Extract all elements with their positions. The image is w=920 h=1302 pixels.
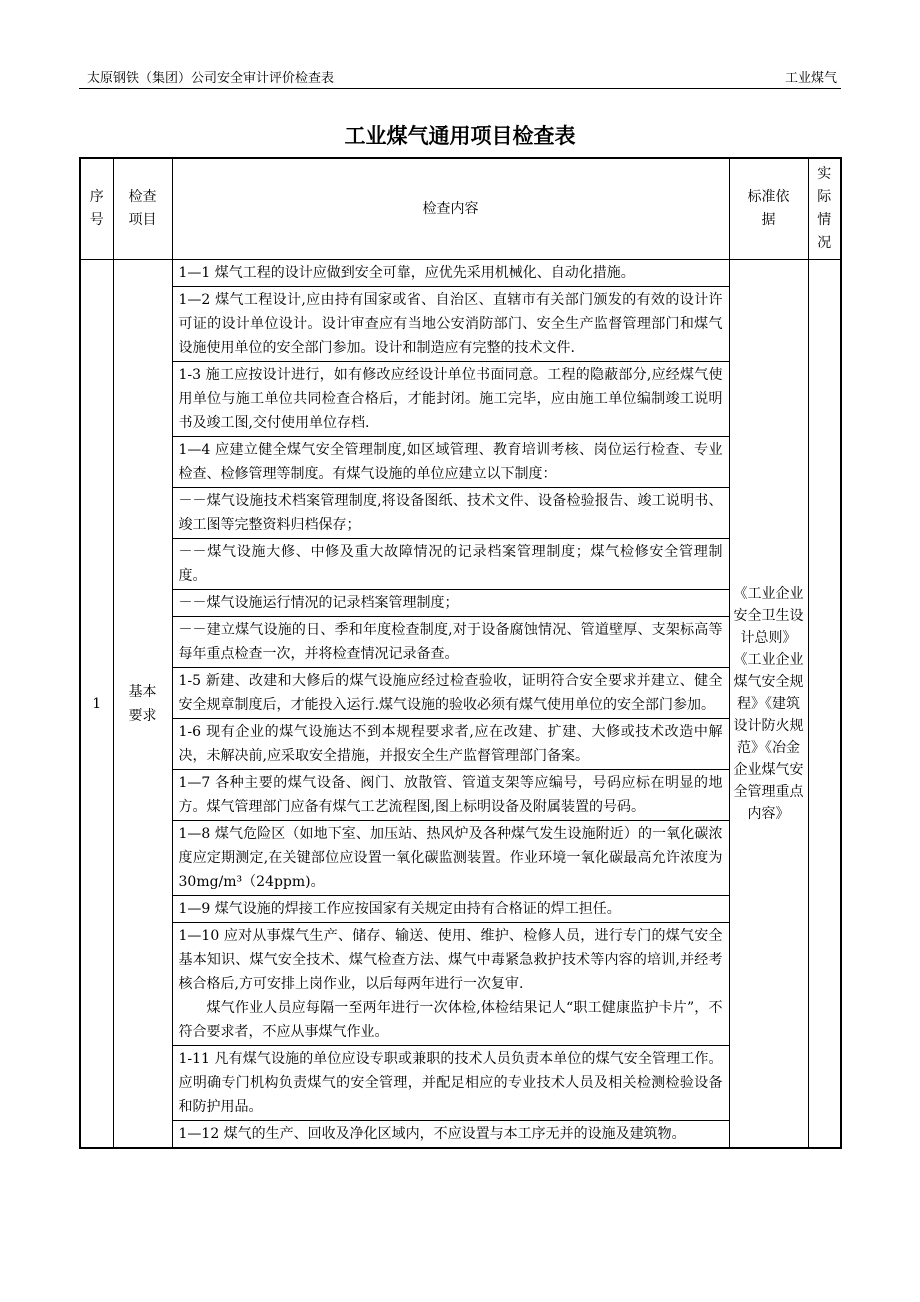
table-row bbox=[80, 719, 841, 770]
content-paragraph: 煤气作业人员应每隔一至两年进行一次体检,体检结果记人“职工健康监护卡片”，不符合要求者，不应从事煤气作业。 bbox=[178, 1000, 723, 1040]
check-content bbox=[172, 437, 729, 488]
check-content bbox=[172, 668, 729, 719]
check-content bbox=[172, 923, 729, 1046]
table-row bbox=[80, 539, 841, 590]
header-item: 检查项目 bbox=[113, 158, 172, 260]
content-paragraph: 1—8 煤气危险区（如地下室、加压站、热风炉及各种煤气发生设施附近）的一氧化碳浓度应定期测定,在关键部位应设置一氧化碳监测装置。作业环境一氧化碳最高允许浓度为30mg/m³（24ppm)。 bbox=[178, 826, 723, 890]
standard-basis: 《工业企业安全卫生设计总则》《工业企业煤气安全规程》《建筑设计防火规范》《冶金企业煤气安全管理重点内容》 bbox=[729, 260, 808, 1149]
table-row bbox=[80, 287, 841, 362]
content-paragraph: 1—9 煤气设施的焊接工作应按国家有关规定由持有合格证的焊工担任。 bbox=[178, 901, 621, 917]
table-row bbox=[80, 437, 841, 488]
table-row bbox=[80, 821, 841, 896]
check-content bbox=[172, 287, 729, 362]
table-row bbox=[80, 260, 841, 287]
content-paragraph: 1-5 新建、改建和大修后的煤气设施应经过检查验收，证明符合安全要求并建立、健全安全规章制度后，才能投入运行.煤气设施的验收必须有煤气使用单位的安全部门参加。 bbox=[178, 673, 723, 713]
check-content bbox=[172, 821, 729, 896]
checklist-table bbox=[79, 157, 842, 1149]
actual-situation[interactable] bbox=[808, 260, 841, 1149]
content-paragraph: 1-3 施工应按设计进行，如有修改应经设计单位书面同意。工程的隐蔽部分,应经煤气使用单位与施工单位共同检查合格后，才能封闭。施工完毕，应由施工单位编制竣工说明书及竣工图,交付使用单位存档. bbox=[178, 367, 723, 431]
check-content bbox=[172, 617, 729, 668]
table-row bbox=[80, 590, 841, 617]
content-paragraph: 1-11 凡有煤气设施的单位应设专职或兼职的技术人员负责本单位的煤气安全管理工作。应明确专门机构负责煤气的安全管理，并配足相应的专业技术人员及相关检测检验设备和防护用品。 bbox=[178, 1051, 723, 1115]
page-title: 工业煤气通用项目检查表 bbox=[344, 124, 576, 148]
check-content bbox=[172, 770, 729, 821]
check-item: 基本要求 bbox=[113, 260, 172, 1149]
check-content bbox=[172, 488, 729, 539]
content-paragraph: 1—1 煤气工程的设计应做到安全可靠，应优先采用机械化、自动化措施。 bbox=[178, 265, 635, 281]
check-content bbox=[172, 260, 729, 287]
table-row bbox=[80, 896, 841, 923]
check-content bbox=[172, 539, 729, 590]
page-header bbox=[79, 64, 841, 89]
check-content bbox=[172, 896, 729, 923]
content-paragraph: 1—2 煤气工程设计,应由持有国家或省、自治区、直辖市有关部门颁发的有效的设计许可证的设计单位设计。设计审查应有当地公安消防部门、安全生产监督管理部门和煤气设施使用单位的安全部门参加。设计和制造应有完整的技术文件. bbox=[178, 292, 723, 356]
check-content bbox=[172, 362, 729, 437]
header-no: 序号 bbox=[80, 158, 113, 260]
table-row bbox=[80, 362, 841, 437]
content-paragraph: 1—10 应对从事煤气生产、储存、输送、使用、维护、检修人员，进行专门的煤气安全基本知识、煤气安全技术、煤气检查方法、煤气中毒紧急救护技术等内容的培训,并经考核合格后,方可安排上岗作业，以后每两年进行一次复审. bbox=[178, 928, 723, 992]
content-paragraph: 1—4 应建立健全煤气安全管理制度,如区域管理、教育培训考核、岗位运行检查、专业检查、检修管理等制度。有煤气设施的单位应建立以下制度： bbox=[178, 442, 723, 482]
header-category: 工业煤气 bbox=[784, 71, 837, 86]
check-content bbox=[172, 590, 729, 617]
content-paragraph: －－煤气设施大修、中修及重大故障情况的记录档案管理制度；煤气检修安全管理制度。 bbox=[178, 544, 723, 584]
check-content bbox=[172, 1046, 729, 1121]
header-basis: 标准依据 bbox=[729, 158, 808, 260]
table-row bbox=[80, 1046, 841, 1121]
table-row bbox=[80, 488, 841, 539]
table-row bbox=[80, 668, 841, 719]
content-paragraph: －－煤气设施运行情况的记录档案管理制度； bbox=[178, 595, 459, 611]
table-row bbox=[80, 617, 841, 668]
content-paragraph: 1-6 现有企业的煤气设施达不到本规程要求者,应在改建、扩建、大修或技术改造中解决，未解决前,应采取安全措施，并报安全生产监督管理部门备案。 bbox=[178, 724, 723, 764]
check-content bbox=[172, 1121, 729, 1149]
table-header-row bbox=[80, 158, 841, 260]
content-paragraph: －－煤气设施技术档案管理制度,将设备图纸、技术文件、设备检验报告、竣工说明书、竣工图等完整资料归档保存； bbox=[178, 493, 723, 533]
table-row bbox=[80, 770, 841, 821]
header-content: 检查内容 bbox=[172, 158, 729, 260]
content-paragraph: 1—12 煤气的生产、回收及净化区域内，不应设置与本工序无并的设施及建筑物。 bbox=[178, 1126, 686, 1142]
table-row bbox=[80, 923, 841, 1046]
row-number: 1 bbox=[80, 260, 113, 1149]
content-paragraph: －－建立煤气设施的日、季和年度检查制度,对于设备腐蚀情况、管道壁厚、支架标高等每年重点检查一次，并将检查情况记录备查。 bbox=[178, 622, 723, 662]
header-company: 太原钢铁（集团）公司安全审计评价检查表 bbox=[87, 71, 335, 86]
content-paragraph: 1—7 各种主要的煤气设备、阀门、放散管、管道支架等应编号，号码应标在明显的地方。煤气管理部门应备有煤气工艺流程图,图上标明设备及附属装置的号码。 bbox=[178, 775, 723, 815]
table-row bbox=[80, 1121, 841, 1149]
header-actual: 实际情况 bbox=[808, 158, 841, 260]
check-content bbox=[172, 719, 729, 770]
